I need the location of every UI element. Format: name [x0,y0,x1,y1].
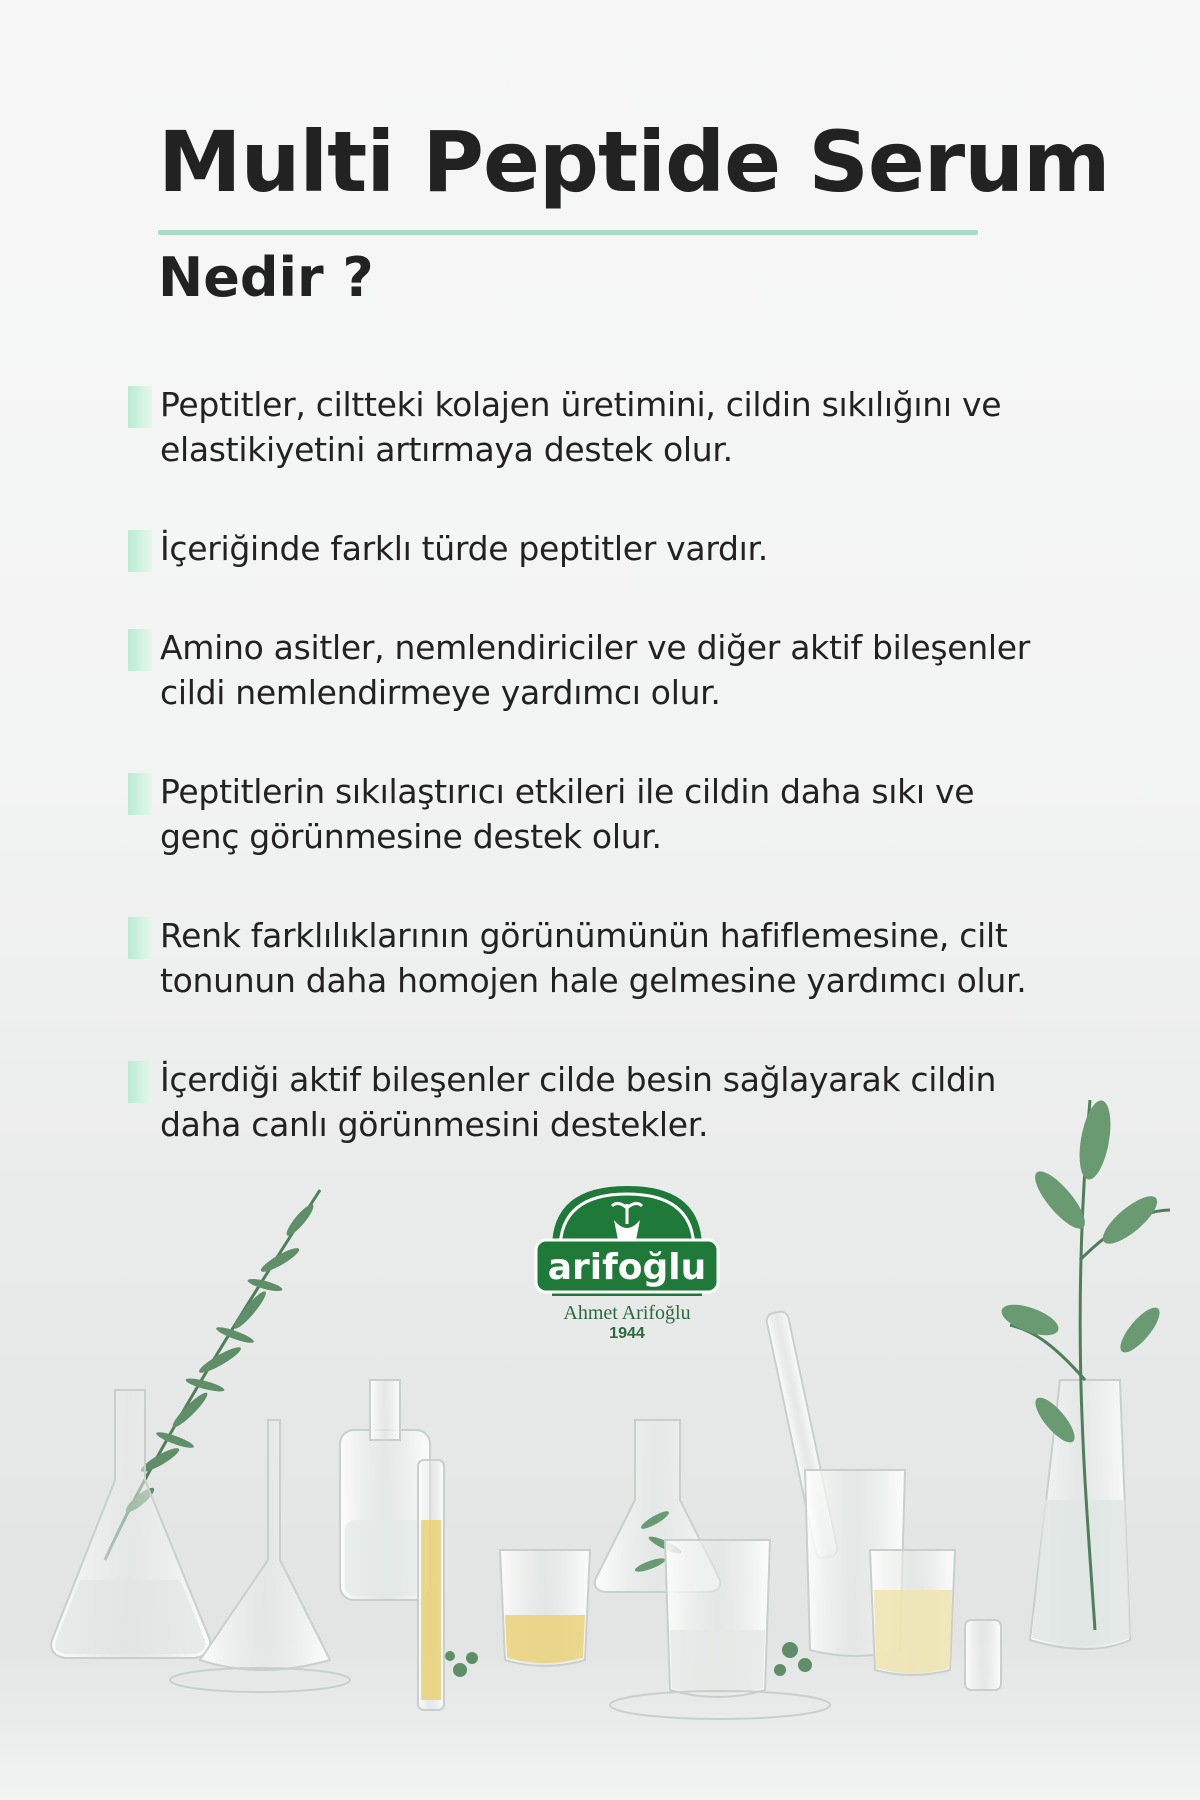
bullet-list [128,382,1128,1201]
bullet-text: İçeriğinde farklı türde peptitler vardır. [160,529,768,568]
list-item [128,913,1128,1003]
brand-year: 1944 [609,1325,645,1342]
list-item [128,382,1128,472]
list-item [128,625,1128,715]
page-subtitle: Nedir ? [158,246,374,309]
bullet-text: Peptitlerin sıkılaştırıcı etkileri ile cildin daha sıkı ve genç görünmesine destek olur. [160,772,975,856]
bullet-marker [128,917,152,959]
list-item [128,769,1128,859]
page-title: Multi Peptide Serum [158,113,1110,211]
list-item [128,526,1128,571]
brand-logo [532,1178,722,1343]
bullet-text: Amino asitler, nemlendiriciler ve diğer aktif bileşenler cildi nemlendirmeye yardımcı olur. [160,628,1030,712]
bullet-marker [128,773,152,815]
bullet-text: İçerdiği aktif bileşenler cilde besin sağlayarak cildin daha canlı görünmesini destekler. [160,1060,997,1144]
bullet-text: Peptitler, ciltteki kolajen üretimini, cildin sıkılığını ve elastikiyetini artırmaya destek olur. [160,385,1002,469]
bullet-marker [128,530,152,572]
bullet-marker [128,386,152,428]
brand-name: arifoğlu [547,1247,707,1288]
title-underline [158,230,978,235]
arifoglu-logo-icon [532,1178,722,1298]
bullet-marker [128,629,152,671]
bullet-text: Renk farklılıklarının görünümünün hafiflemesine, cilt tonunun daha homojen hale gelmesine yardımcı olur. [160,916,1027,1000]
brand-tagline: Ahmet Arifoğlu [563,1302,691,1324]
